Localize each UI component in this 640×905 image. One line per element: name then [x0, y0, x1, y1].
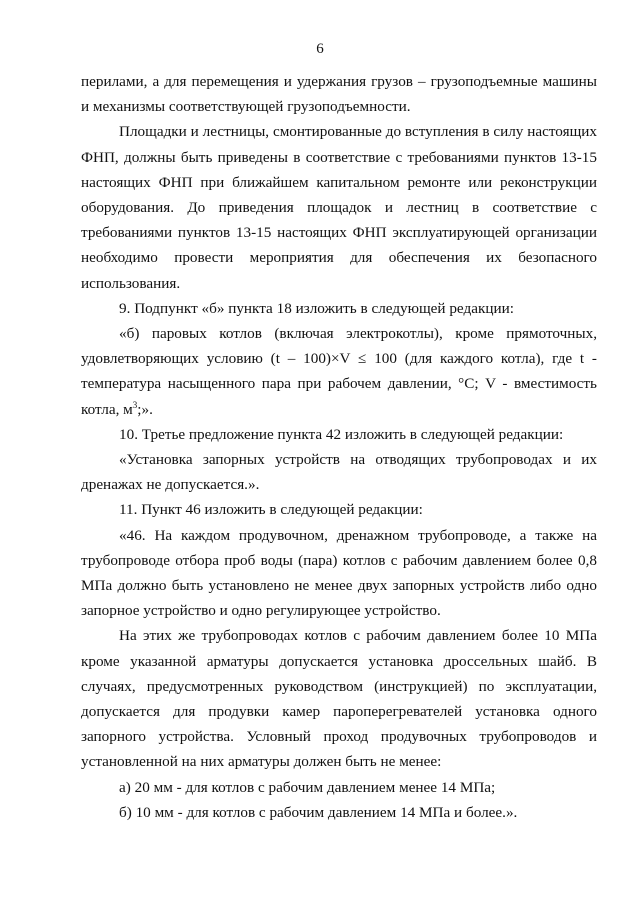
list-item-b: б) 10 мм - для котлов с рабочим давлением 14 МПа и более.».	[119, 803, 518, 821]
subitem-b-ending: ;».	[137, 400, 153, 418]
document-body	[81, 69, 597, 825]
subitem-b-text: «б) паровых котлов (включая электрокотлы), кроме прямоточных, удовлетворяющих условию (t – 100)×V ≤ 100 (для каждого котла), где t - температура насыщенного пара при рабочем давлении, °С; V - вместимость котла, м	[81, 325, 597, 418]
paragraph-platforms-stairs: Площадки и лестницы, смонтированные до вступления в силу настоящих ФНП, должны быть приведены в соответствие с требованиями пунктов 13-15 настоящих ФНП при ближайшем капитальном ремонте или реконструкции оборудования. До приведения площадок и лестниц в соответствие с требованиями пунктов 13-15 настоящих ФНП эксплуатирующей организации необходимо провести мероприятия для обеспечения их безопасного использования.	[81, 123, 597, 292]
paragraph-shutoff-devices: «Установка запорных устройств на отводящих трубопроводах и их дренажах не допускается.».	[81, 451, 597, 494]
list-item-a: а) 20 мм - для котлов с рабочим давлением менее 14 МПа;	[119, 778, 496, 796]
paragraph-point-46: «46. На каждом продувочном, дренажном трубопроводе, а также на трубопроводе отбора проб воды (пара) котлов с рабочим давлением более 0,8 МПа должно быть установлено не менее двух запорных устройств либо одно запорное устройство и одно регулирующее устройство.	[81, 526, 597, 620]
paragraph-railings: перилами, а для перемещения и удержания грузов – грузоподъемные машины и механизмы соответствующей грузоподъемности.	[81, 73, 597, 116]
paragraph-throttle-washers: На этих же трубопроводах котлов с рабочим давлением более 10 МПа кроме указанной арматуры допускается установка дроссельных шайб. В случаях, предусмотренных руководством (инструкцией) по эксплуатации, допускается для продувки камер пароперегревателей установка одного запорного устройства. Условный проход продувочных трубопроводов и установленной на них арматуры должен быть не менее:	[81, 627, 597, 771]
paragraph-item-9: 9. Подпункт «б» пункта 18 изложить в следующей редакции:	[119, 299, 514, 317]
page-number: 6	[316, 41, 324, 57]
paragraph-item-10: 10. Третье предложение пункта 42 изложить в следующей редакции:	[119, 425, 564, 443]
cubic-superscript: 3	[132, 399, 138, 410]
paragraph-subitem-b	[81, 321, 597, 422]
paragraph-item-11: 11. Пункт 46 изложить в следующей редакции:	[119, 501, 423, 519]
